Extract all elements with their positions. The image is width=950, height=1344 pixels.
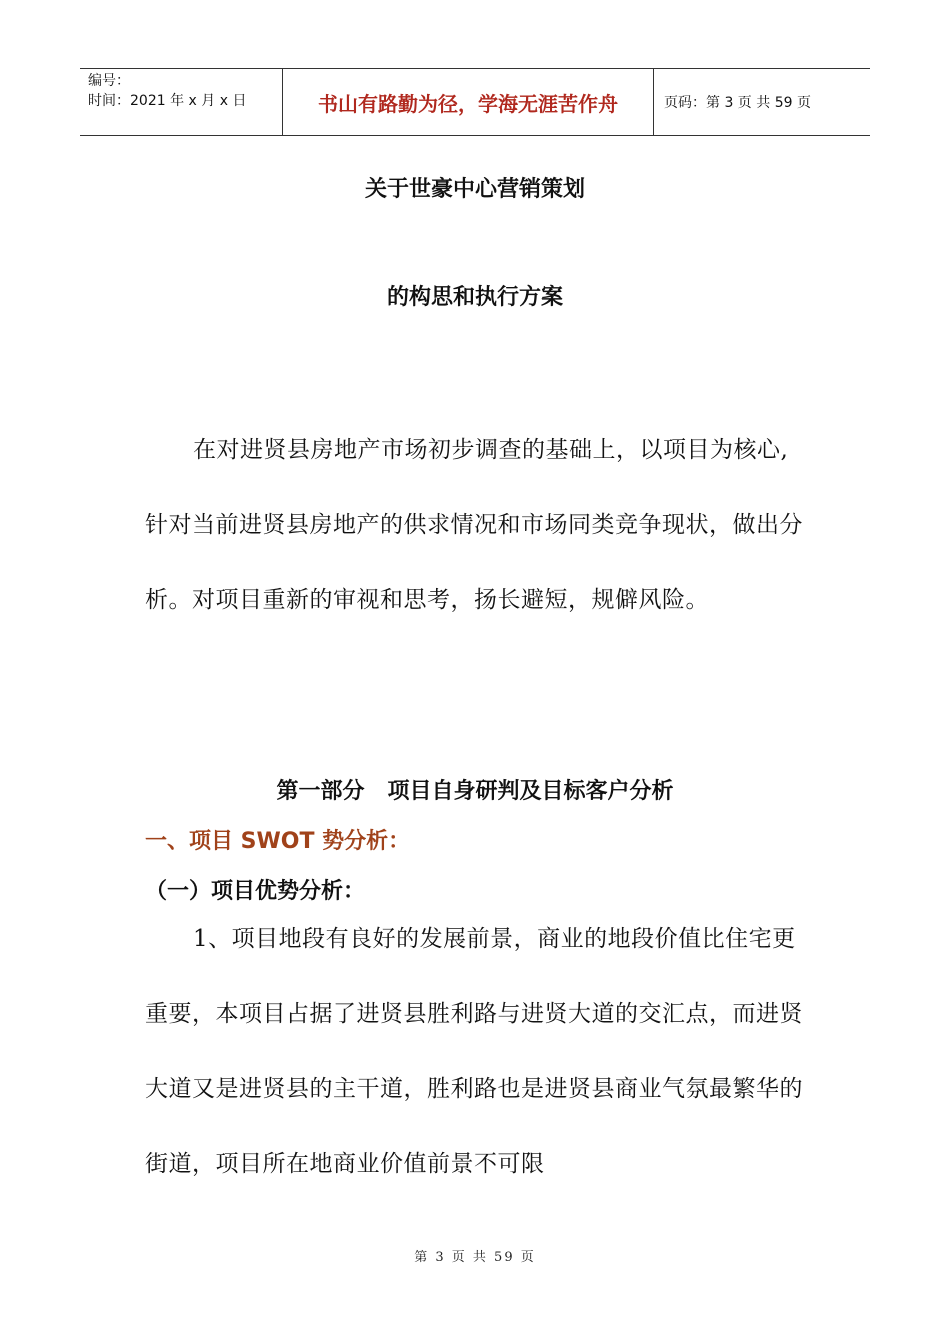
header-page-info — [654, 69, 870, 135]
intro-paragraph: 在对进贤县房地产市场初步调查的基础上，以项目为核心,针对当前进贤县房地产的供求情况和市场同类竞争现状，做出分析。对项目重新的审视和思考，扬长避短，规僻风险。 — [145, 437, 803, 613]
document-title-line2: 的构思和执行方案 — [386, 285, 563, 310]
page-header — [80, 68, 870, 136]
document-number-label: 编号： — [88, 73, 130, 89]
point1-paragraph: 1、项目地段有良好的发展前景，商业的地段价值比住宅更重要，本项目占据了进贤县胜利路与进贤大道的交汇点，而进贤大道又是进贤县的主干道，胜利路也是进贤县商业气氛最繁华的街道，项目所在地商业价值前景不可限 — [145, 926, 803, 1177]
page-footer: 第 3 页 共 59 页 — [414, 1250, 536, 1265]
part-title: 第一部分 项目自身研判及目标客户分析 — [276, 779, 674, 804]
motto-text: 书山有路勤为径，学海无涯苦作舟 — [318, 91, 618, 116]
document-title-line1: 关于世豪中心营销策划 — [364, 177, 585, 202]
header-motto — [282, 69, 654, 135]
page-info-text: 页码：第 3 页 共 59 页 — [664, 95, 811, 111]
section-heading-swot: 一、项目 SWOT 势分析： — [145, 829, 411, 854]
header-meta — [80, 69, 282, 135]
document-time-label: 时间：2021 年 x 月 x 日 — [88, 93, 247, 109]
subsection-heading-strengths: （一）项目优势分析： — [145, 879, 366, 904]
